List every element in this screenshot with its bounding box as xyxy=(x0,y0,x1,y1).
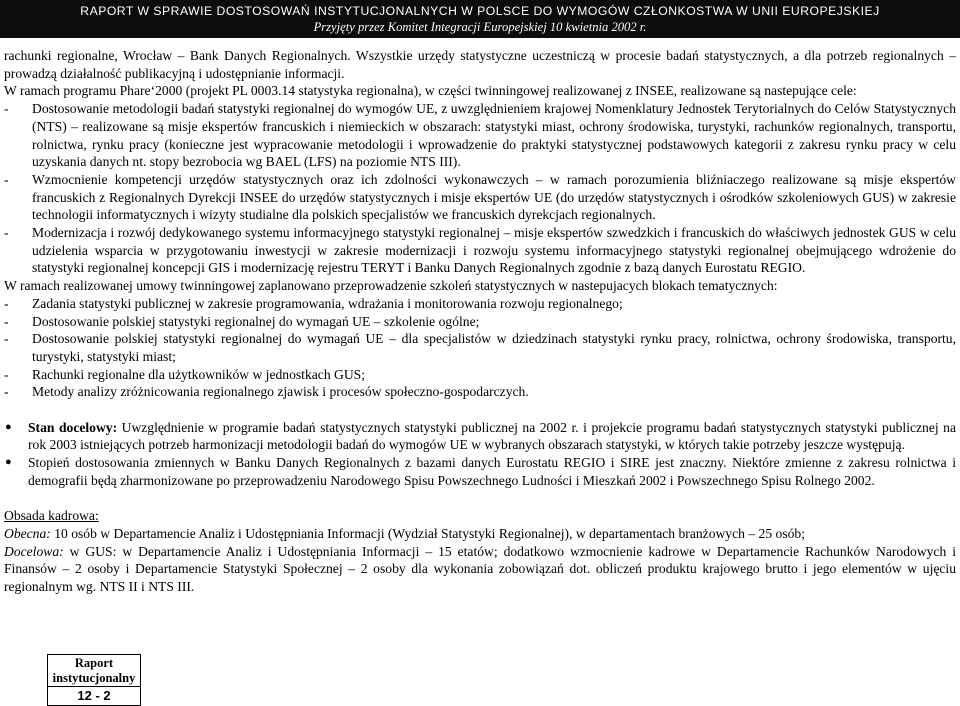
dash-marker: - xyxy=(4,313,9,329)
current-staffing xyxy=(4,525,956,543)
staffing-heading: Obsada kadrowa: xyxy=(4,508,99,524)
target-staffing-label: Docelowa: xyxy=(4,543,64,559)
training-block-text: Dostosowanie polskiej statystyki regionalnej do wymagań UE – szkolenie ogólne; xyxy=(32,313,480,329)
phare-goal-item xyxy=(4,224,956,277)
current-staffing-label: Obecna: xyxy=(4,525,51,541)
target-state-text: Uwzględnienie w programie badań statystycznych statystyki publicznej na 2002 r. i projekcie programu badań statystycznych statystyki publicznej na rok 2003 istniejących potrzeb harmonizacji metodologii badań do wymogów UE w wybranych obszarach statystyki, w których takie potrzeby jeszcze występują. xyxy=(28,419,957,453)
harmonization-item xyxy=(4,454,956,489)
dash-marker: - xyxy=(4,366,9,382)
phare-goal-text: Wzmocnienie kompetencji urzędów statystycznych oraz ich zdolności wykonawczych – w ramach porozumienia bliźniaczego realizowane są misje ekspertów francuskich z Regionalnych Dyrekcji INSEE do urzędów statystycznych i misje ekspertów UE (do urzędów statystycznych i ośrodków szkoleniowych GUS) w zakresie technologii informatycznych i wizyty studialne dla polskich specjalistów we francuskich dyrekcjach regionalnych. xyxy=(32,171,956,223)
target-staffing-text: w GUS: w Departamencie Analiz i Udostępniania Informacji – 15 etatów; dodatkowo wzmocnienie kadrowe w Departamencie Rachunków Narodowych i Finansów – 2 osoby i Departamencie Statystyki Społecznej – 2 osoby dla wykonania zobowiązań dot. obliczeń produktu krajowego brutto i jego elementów w ujęciu regionalnym wg. NTS II i NTS III. xyxy=(4,543,956,595)
report-page-box xyxy=(47,654,141,706)
target-state-label: Stan docelowy: xyxy=(28,419,118,435)
report-box-line2: instytucjonalny xyxy=(48,671,140,687)
dash-marker: - xyxy=(4,171,9,187)
dash-marker: - xyxy=(4,331,9,347)
phare-goal-item xyxy=(4,100,956,171)
dash-marker: - xyxy=(4,101,9,117)
dash-marker: - xyxy=(4,295,9,311)
training-block-item xyxy=(4,366,956,384)
training-block-item xyxy=(4,330,956,365)
current-staffing-text: 10 osób w Departamencie Analiz i Udostępniania Informacji (Wydział Statystyki Regionalnej), w departamentach branżowych – 25 osób; xyxy=(50,525,805,541)
bullet-icon: ● xyxy=(5,420,12,433)
phare-paragraph: W ramach programu Phare‘2000 (projekt PL 0003.14 statystyka regionalna), w części twinningowej realizowanej z INSEE, realizowane są nastepujące cele: xyxy=(4,83,857,99)
dash-marker: - xyxy=(4,384,9,400)
dash-marker: - xyxy=(4,225,9,241)
target-state-item xyxy=(4,419,956,454)
phare-goal-text: Dostosowanie metodologii badań statystyki regionalnej do wymogów UE, z uwzględnieniem krajowej Nomenklatury Jednostek Terytorialnych do Celów Statystycznych (NTS) – realizowane są misje ekspertów francuskich i niemieckich w obszarach: statystyki miast, ochrony środowiska, turystyki, rachunków regionalnych, transportu, rolnictwa, rynku pracy (konieczne jest wypracowanie metodologii i wprowadzenie do praktyki statystycznej podstawowych kategorii z zakresu rynku pracy w celu uzyskania danych nt. stopy bezrobocia wg BAEL (LFS) na poziomie NTS III). xyxy=(32,101,956,170)
twinning-paragraph: W ramach realizowanej umowy twinningowej zaplanowano przeprowadzenie szkoleń statystycznych w nastepujacych blokach tematycznych: xyxy=(4,278,778,294)
training-block-item xyxy=(4,313,956,331)
phare-goal-text: Modernizacja i rozwój dedykowanego systemu informacyjnego statystyki regionalnej – misje ekspertów szwedzkich i francuskich do właściwych jednostek GUS w celu udzielenia wsparcia w przygotowaniu inwestycji w zakresie modernizacji i rozwoju systemu informacyjnego statystyki regionalnej obejmującego wdrożenie do statystyki regionalnej koncepcji GIS i modernizację rejestru TERYT i Banku Danych Regionalnych zgodnie z bazą danych Eurostatu REGIO. xyxy=(32,225,956,276)
phare-goal-item xyxy=(4,171,956,224)
target-staffing xyxy=(4,543,956,596)
training-block-text: Dostosowanie polskiej statystyki regionalnej do wymagań UE – dla specjalistów w dziedzinach statystyki rynku pracy, rolnictwa, ochrony środowiska, transportu, turystyki, statystyki miast; xyxy=(32,331,956,364)
training-block-text: Metody analizy zróżnicowania regionalnego zjawisk i procesów społeczno-gospodarczych. xyxy=(32,384,529,400)
document-header xyxy=(0,0,960,38)
training-block-item xyxy=(4,295,956,313)
report-subtitle: Przyjęty przez Komitet Integracji Europejskiej 10 kwietnia 2002 r. xyxy=(313,20,647,34)
bullet-icon: ● xyxy=(5,456,12,469)
report-box-line1: Raport xyxy=(74,656,114,670)
training-block-item xyxy=(4,383,956,401)
report-title: RAPORT W SPRAWIE DOSTOSOWAŃ INSTYTUCJONALNYCH W POLSCE DO WYMOGÓW CZŁONKOSTWA W UNII EUROPEJSKIEJ xyxy=(80,4,880,18)
intro-paragraph: rachunki regionalne, Wrocław – Bank Danych Regionalnych. Wszystkie urzędy statystyczne uczestniczą w procesie badań statystycznych, a dla potrzeb regionalnych – prowadzą działalność publikacyjną i udostępnianie informacji. xyxy=(4,48,956,81)
training-block-text: Zadania statystyki publicznej w zakresie programowania, wdrażania i monitorowania rozwoju regionalnego; xyxy=(32,295,623,311)
page-number: 12 - 2 xyxy=(77,688,111,703)
document-body xyxy=(4,47,956,596)
harmonization-text: Stopień dostosowania zmiennych w Banku Danych Regionalnych z bazami danych Eurostatu REGIO i SIRE jest znaczny. Niektóre zmienne z zakresu rolnictwa i demografii będą zharmonizowane po przeprowadzeniu Narodowego Spisu Powszechnego Ludności i Mieszkań 2002 i Powszechnego Spisu Rolnego 2002. xyxy=(28,455,956,488)
training-block-text: Rachunki regionalne dla użytkowników w jednostkach GUS; xyxy=(32,366,365,382)
